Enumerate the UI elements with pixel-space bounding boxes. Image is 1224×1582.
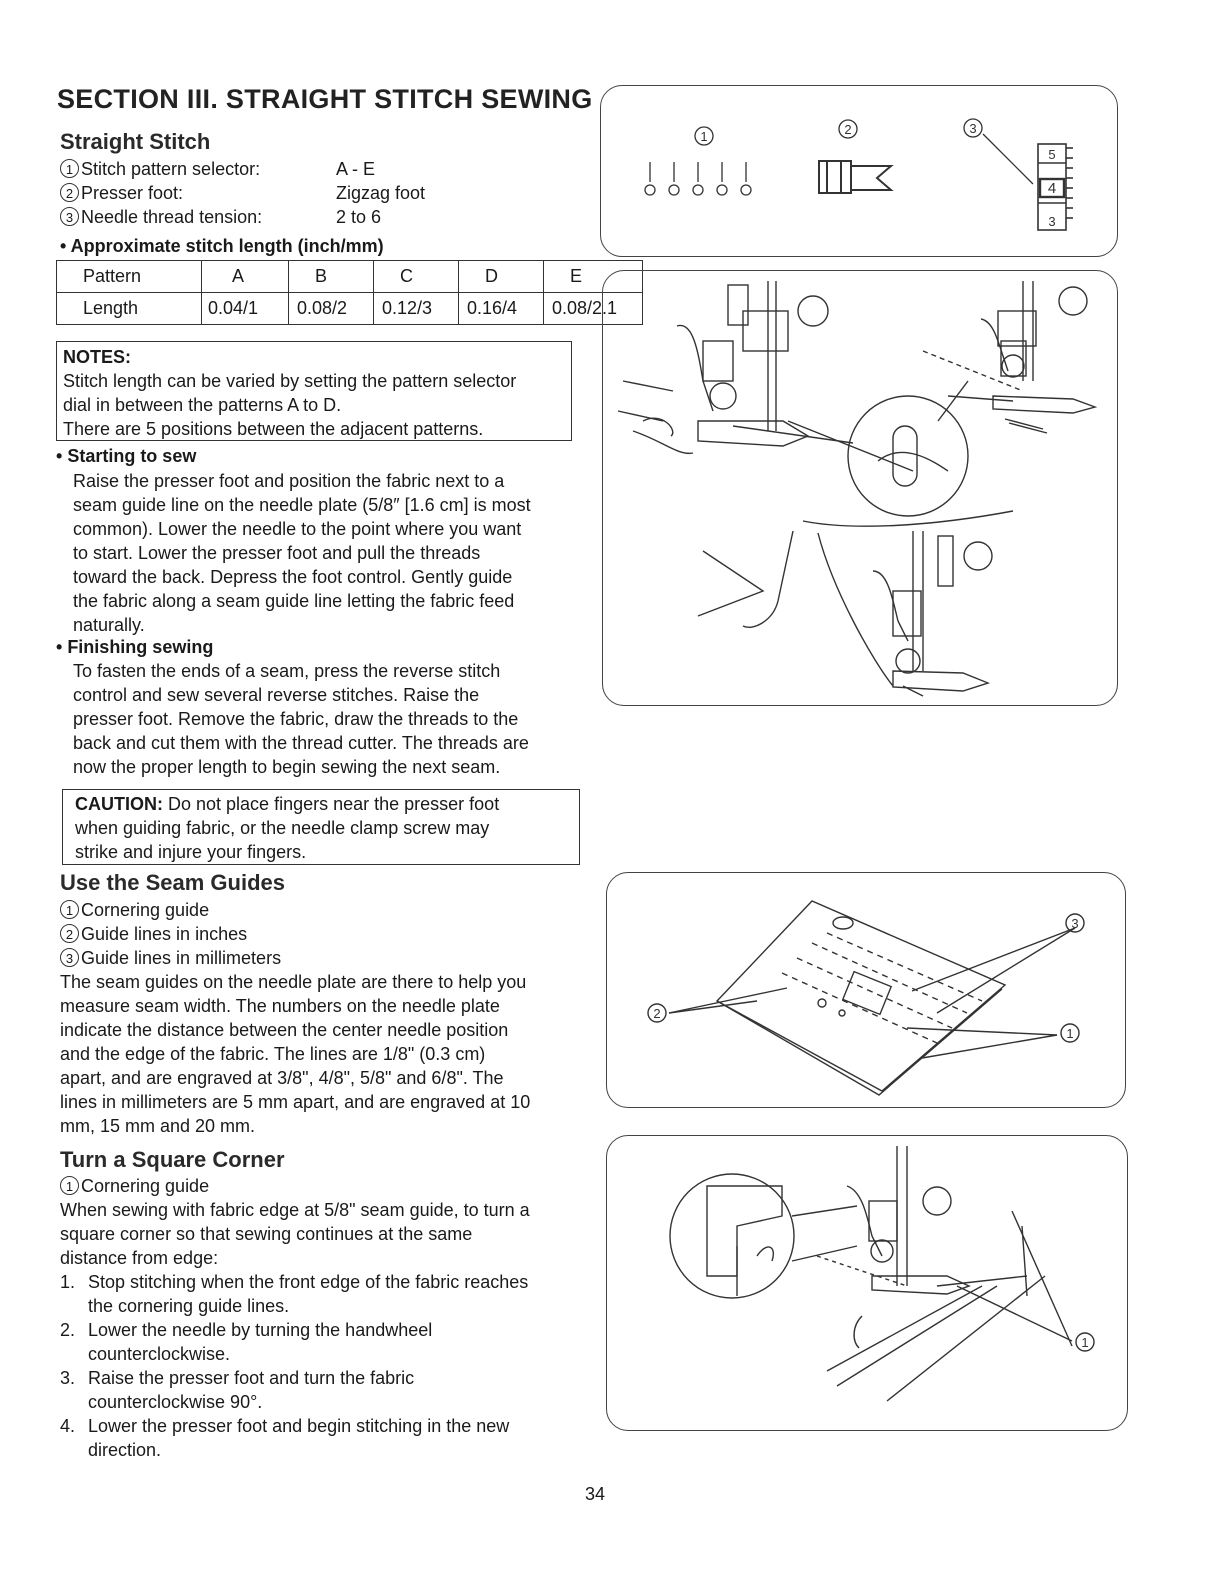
finishing-paragraph [73, 659, 529, 779]
paragraph-line: When sewing with fabric edge at 5/8" seam guide, to turn a [60, 1200, 530, 1220]
paragraph-line: To fasten the ends of a seam, press the reverse stitch [73, 661, 501, 681]
setting-label: Stitch pattern selector: [81, 159, 261, 179]
notes-line: dial in between the patterns A to D. [63, 395, 342, 415]
paragraph-line: square corner so that sewing continues at the same [60, 1224, 473, 1244]
caution-text: Do not place fingers near the presser foot [163, 794, 500, 814]
callout-number: 3 [60, 207, 79, 226]
callout-number: 3 [60, 948, 79, 967]
table-cell: B [289, 261, 374, 293]
callout-number: 1 [60, 900, 79, 919]
straight-stitch-heading: Straight Stitch [60, 129, 211, 154]
table-cell: 0.08/2 [289, 293, 374, 325]
presser-foot-illustration [603, 271, 1117, 705]
paragraph-line: to start. Lower the presser foot and pull the threads [73, 543, 481, 563]
callout-number: 1 [60, 159, 79, 178]
caution-first-line [75, 792, 499, 816]
table-row [57, 293, 643, 325]
length-table-caption: • Approximate stitch length (inch/mm) [60, 236, 384, 256]
step-number: 3. [60, 1368, 76, 1388]
paragraph-line: common). Lower the needle to the point where you want [73, 519, 522, 539]
item-label: Guide lines in millimeters [81, 948, 282, 968]
table-cell: E [544, 261, 643, 293]
step-line: Raise the presser foot and turn the fabric [88, 1368, 415, 1388]
table-cell: A [202, 261, 289, 293]
notes-title: NOTES: [63, 347, 132, 367]
paragraph-line: measure seam width. The numbers on the needle plate [60, 996, 500, 1016]
list-item [60, 922, 281, 946]
figure-seam-guides [606, 872, 1126, 1108]
caution-content [75, 792, 499, 864]
step-item [60, 1366, 530, 1390]
paragraph-line: now the proper length to begin sewing the next seam. [73, 757, 501, 777]
paragraph-line: control and sew several reverse stitches. Raise the [73, 685, 480, 705]
list-item [60, 1174, 530, 1198]
setting-value: A - E [336, 159, 376, 179]
table-cell: 0.16/4 [459, 293, 544, 325]
cornering-illustration [607, 1136, 1127, 1430]
step-item [60, 1270, 530, 1294]
callout-label: 1 [1081, 1335, 1089, 1350]
square-corner-heading: Turn a Square Corner [60, 1147, 285, 1172]
paragraph-line: mm, 15 mm and 20 mm. [60, 1116, 256, 1136]
paragraph-line: seam guide line on the needle plate (5/8″ [1.6 cm] is most [73, 495, 531, 515]
page-number: 34 [584, 1484, 606, 1504]
callout-label: 3 [969, 121, 977, 136]
callout-label: 1 [1066, 1026, 1074, 1041]
paragraph-line: apart, and are engraved at 3/8", 4/8", 5/8" and 6/8". The [60, 1068, 504, 1088]
caption-text: Approximate stitch length (inch/mm) [70, 236, 384, 256]
step-line: Lower the presser foot and begin stitching in the new [88, 1416, 510, 1436]
table-cell: 0.12/3 [374, 293, 459, 325]
paragraph-line: and the edge of the fabric. The lines are 1/8" (0.3 cm) [60, 1044, 486, 1064]
setting-row [60, 157, 425, 181]
heading-text: Starting to sew [67, 446, 197, 466]
paragraph-line: Raise the presser foot and position the fabric next to a [73, 471, 505, 491]
stitch-pattern-icon [645, 162, 751, 195]
paragraph-line: distance from edge: [60, 1248, 219, 1268]
notes-line: Stitch length can be varied by setting the pattern selector [63, 371, 517, 391]
callout-number: 1 [60, 1176, 79, 1195]
seam-guides-heading: Use the Seam Guides [60, 870, 285, 895]
callout-label: 2 [653, 1006, 661, 1021]
table-cell: Pattern [57, 261, 202, 293]
table-cell: C [374, 261, 459, 293]
figure-square-corner [606, 1135, 1128, 1431]
list-item [60, 946, 281, 970]
setting-row [60, 205, 425, 229]
step-line: counterclockwise 90°. [88, 1392, 263, 1412]
seam-guides-list [60, 898, 281, 970]
paragraph-line: indicate the distance between the center needle position [60, 1020, 509, 1040]
paragraph-line: naturally. [73, 615, 145, 635]
callout-number: 2 [60, 924, 79, 943]
item-label: Cornering guide [81, 900, 210, 920]
figure-starting-to-sew [602, 270, 1118, 706]
settings-illustration [601, 86, 1116, 256]
dial-number: 3 [1048, 214, 1056, 229]
caution-box [62, 789, 580, 865]
table-header-row [57, 261, 643, 293]
paragraph-line: presser foot. Remove the fabric, draw the threads to the [73, 709, 519, 729]
dial-number: 5 [1048, 147, 1056, 162]
finishing-heading: • Finishing sewing [56, 637, 214, 657]
table-cell: Length [57, 293, 202, 325]
caution-line: strike and injure your fingers. [75, 842, 307, 862]
step-line: direction. [88, 1440, 162, 1460]
step-item [60, 1414, 530, 1438]
step-number: 2. [60, 1320, 76, 1340]
step-item [60, 1318, 530, 1342]
settings-list [60, 157, 425, 229]
caution-line: when guiding fabric, or the needle clamp screw may [75, 818, 490, 838]
notes-content [63, 345, 516, 441]
table-cell: 0.08/2.1 [544, 293, 643, 325]
paragraph-line: lines in millimeters are 5 mm apart, and are engraved at 10 [60, 1092, 531, 1112]
setting-value: 2 to 6 [336, 207, 382, 227]
step-number: 1. [60, 1272, 76, 1292]
setting-row [60, 181, 425, 205]
dial-number: 4 [1047, 180, 1057, 197]
notes-box [56, 341, 572, 441]
seam-guides-paragraph [60, 970, 530, 1138]
step-line: Stop stitching when the front edge of the fabric reaches [88, 1272, 529, 1292]
needle-plate-illustration [607, 873, 1125, 1107]
item-label: Guide lines in inches [81, 924, 248, 944]
zigzag-foot-icon [819, 161, 891, 193]
stitch-length-table [56, 260, 643, 325]
section-title: SECTION III. STRAIGHT STITCH SEWING [57, 84, 593, 114]
step-line: counterclockwise. [88, 1344, 231, 1364]
paragraph-line: toward the back. Depress the foot control. Gently guide [73, 567, 513, 587]
step-number: 4. [60, 1416, 76, 1436]
notes-line: There are 5 positions between the adjacent patterns. [63, 419, 484, 439]
setting-label: Presser foot: [81, 183, 184, 203]
paragraph-line: The seam guides on the needle plate are there to help you [60, 972, 527, 992]
callout-label: 1 [700, 129, 708, 144]
figure-settings [600, 85, 1118, 257]
setting-label: Needle thread tension: [81, 207, 263, 227]
paragraph-line: the fabric along a seam guide line letting the fabric feed [73, 591, 515, 611]
list-item [60, 898, 281, 922]
step-line: Lower the needle by turning the handwheel [88, 1320, 433, 1340]
caution-title: CAUTION: [75, 794, 163, 814]
table-cell: 0.04/1 [202, 293, 289, 325]
callout-label: 3 [1071, 916, 1079, 931]
heading-text: Finishing sewing [67, 637, 214, 657]
starting-heading: • Starting to sew [56, 446, 197, 466]
starting-paragraph [73, 469, 531, 637]
paragraph-line: back and cut them with the thread cutter. The threads are [73, 733, 529, 753]
callout-number: 2 [60, 183, 79, 202]
callout-label: 2 [844, 122, 852, 137]
item-label: Cornering guide [81, 1176, 210, 1196]
step-line: the cornering guide lines. [88, 1296, 290, 1316]
setting-value: Zigzag foot [336, 183, 426, 203]
table-cell: D [459, 261, 544, 293]
square-corner-content [60, 1174, 530, 1462]
